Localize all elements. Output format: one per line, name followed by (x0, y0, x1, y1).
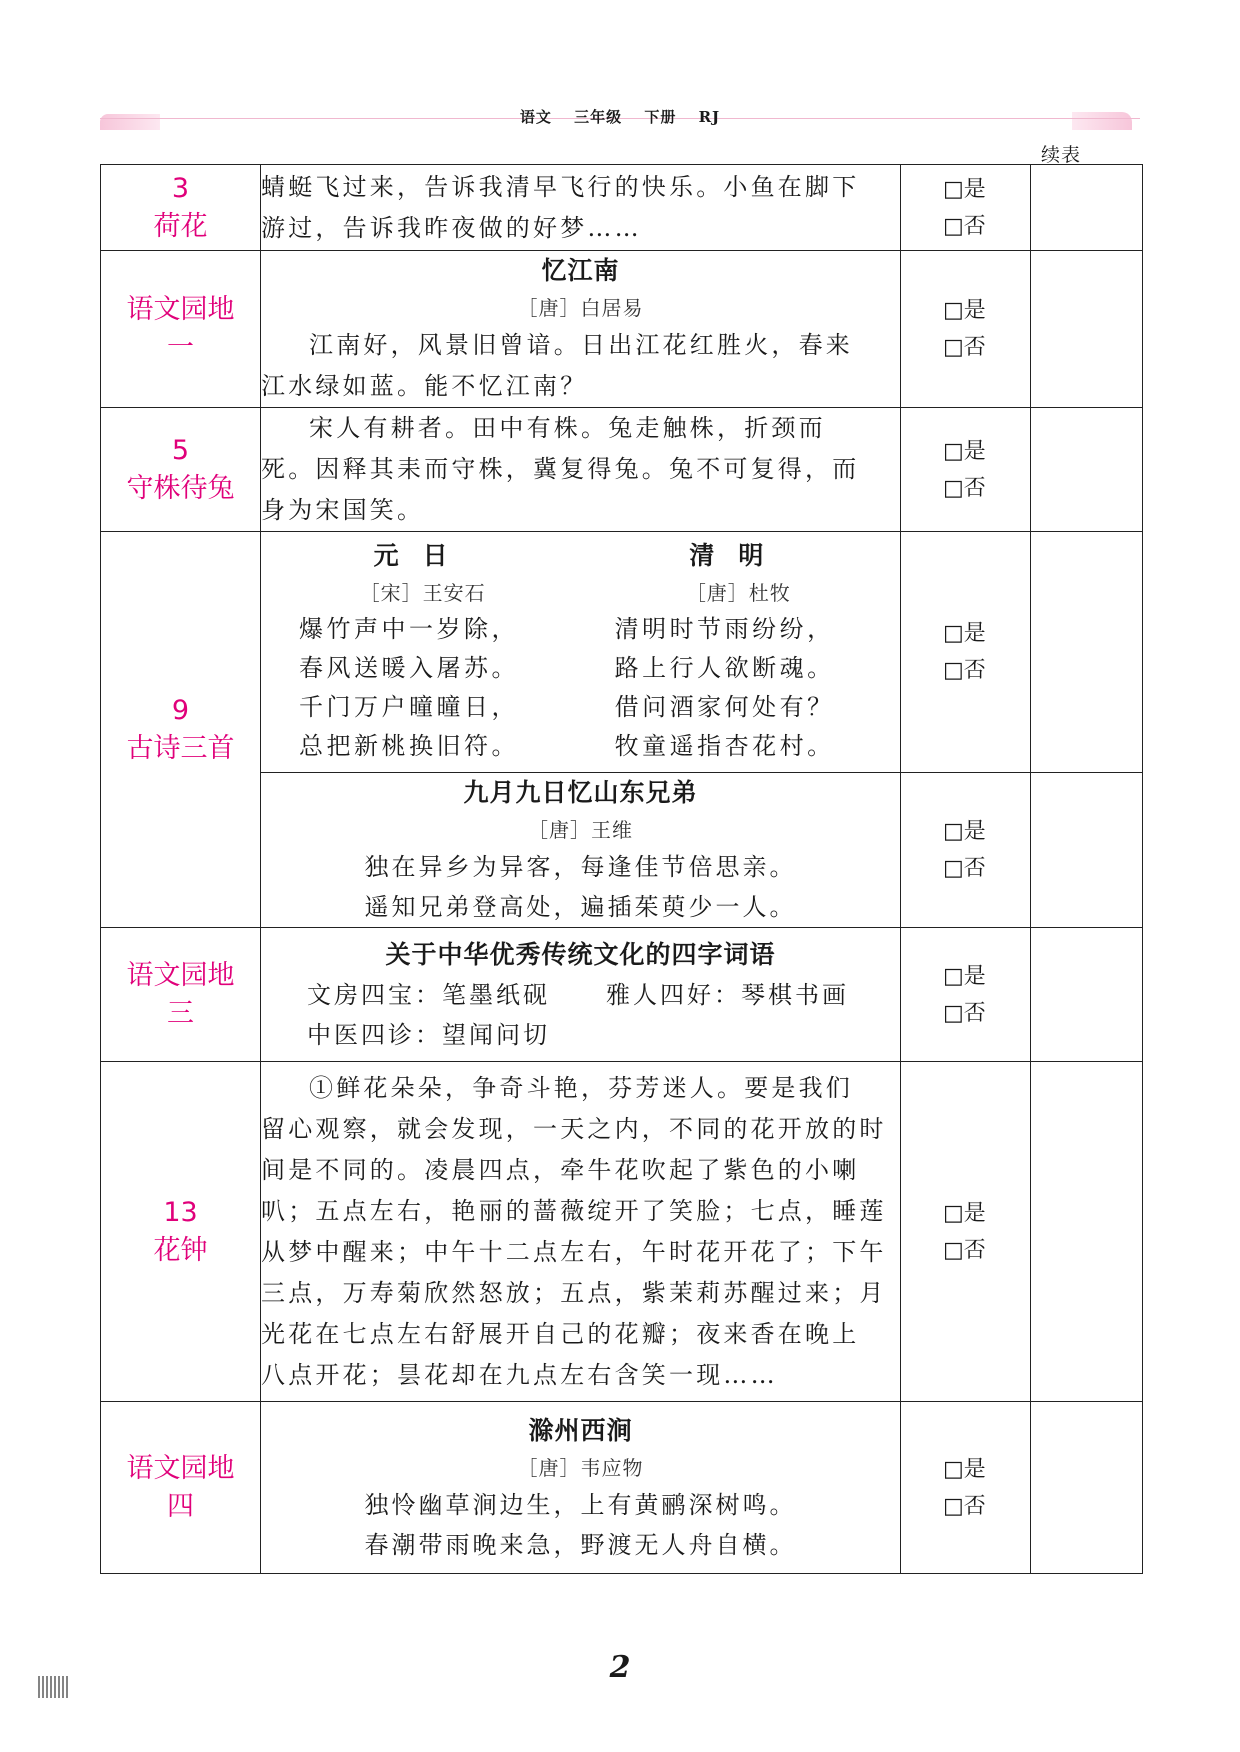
yes-checkbox[interactable]: □是 (943, 1456, 986, 1482)
lesson-title: 荷花 (153, 210, 208, 242)
yes-checkbox[interactable]: □是 (943, 621, 986, 646)
poem-line: 清明时节雨纷纷， (614, 615, 835, 643)
table-row (101, 251, 1143, 408)
no-checkbox[interactable]: □否 (943, 1237, 986, 1263)
passage-line: 蜻蜓飞过来，告诉我清早飞行的快乐。小鱼在脚下 (261, 172, 860, 201)
lesson-title: 守株待兔 (126, 472, 235, 504)
poem-title: 滁州西涧 (528, 1415, 633, 1445)
lesson-number: 5 (171, 434, 190, 466)
header-grade: 三年级 (574, 108, 623, 126)
recite-status-cell (901, 165, 1031, 251)
no-checkbox[interactable]: □否 (943, 1000, 986, 1026)
lesson-title: 古诗三首 (126, 732, 235, 764)
remark-cell[interactable] (1031, 773, 1143, 928)
passage-cell (261, 532, 901, 773)
poem-author: ［唐］王维 (528, 818, 633, 842)
lesson-cell (101, 532, 261, 928)
poem-line: 春潮带雨晚来急，野渡无人舟自横。 (364, 1530, 797, 1559)
passage-line: 江水绿如蓝。能不忆江南？ (261, 372, 588, 400)
poem-title: 元日 (373, 541, 472, 570)
recite-status-cell (901, 251, 1031, 408)
passage-line: 三点，万寿菊欣然怒放；五点，紫茉莉苏醒过来；月 (261, 1278, 887, 1307)
passage-line: 留心观察，就会发现，一天之内，不同的花开放的时 (261, 1114, 887, 1143)
lesson-cell (101, 165, 261, 251)
yes-checkbox[interactable]: □是 (943, 298, 986, 323)
table-row (101, 1062, 1143, 1402)
recite-status-cell (901, 773, 1031, 928)
poem-author: ［唐］杜牧 (685, 581, 791, 605)
passage-line: 宋人有耕者。田中有株。兔走触株，折颈而 (309, 414, 826, 442)
passage-line: 江南好，风景旧曾谙。日出江花红胜火，春来 (309, 331, 853, 359)
idiom-line (261, 975, 900, 1015)
passage-line: 死。因释其耒而守株，冀复得兔。兔不可复得，而 (261, 455, 860, 483)
poem-line: 春风送暖入屠苏。 (299, 654, 519, 682)
section-title: 关于中华优秀传统文化的四字词语 (385, 939, 776, 969)
table-row (101, 928, 1143, 1062)
lesson-title: 三 (167, 997, 194, 1029)
remark-cell[interactable] (1031, 532, 1143, 773)
poem-pair (267, 534, 894, 770)
lesson-cell (101, 928, 261, 1062)
passage-cell (261, 773, 901, 928)
table-row (101, 532, 1143, 773)
yes-checkbox[interactable]: □是 (943, 1200, 986, 1226)
table-row (101, 408, 1143, 532)
poem-title: 九月九日忆山东兄弟 (463, 778, 698, 807)
poem-title: 忆江南 (541, 256, 620, 285)
poem-title: 清明 (689, 541, 788, 570)
lesson-title: 一 (167, 332, 194, 363)
poem-line: 独在异乡为异客，每逢佳节倍思亲。 (364, 853, 797, 881)
poem-line: 爆竹声中一岁除， (299, 615, 519, 643)
no-checkbox[interactable]: □否 (943, 1493, 986, 1519)
lesson-number: 语文园地 (126, 294, 235, 325)
no-checkbox[interactable]: □否 (943, 213, 986, 239)
remark-cell[interactable] (1031, 251, 1143, 408)
passage-line: ①鲜花朵朵，争奇斗艳，芬芳迷人。要是我们 (309, 1073, 853, 1102)
table-row (101, 165, 1143, 251)
passage-cell (261, 1402, 901, 1574)
idiom-item: 中医四诊：望闻问切 (307, 1020, 550, 1049)
poem-author: ［唐］韦应物 (517, 1455, 644, 1480)
barcode-mark (38, 1676, 68, 1698)
recite-status-cell (901, 1402, 1031, 1574)
recite-status-cell (901, 532, 1031, 773)
poem-line: 千门万户曈曈日， (299, 693, 519, 721)
running-header (0, 106, 1240, 127)
poem-line: 遥知兄弟登高处，遍插茱萸少一人。 (364, 893, 797, 921)
poem-line: 牧童遥指杏花村。 (614, 732, 835, 760)
idiom-item: 雅人四好：琴棋书画 (606, 980, 849, 1009)
remark-cell[interactable] (1031, 1062, 1143, 1402)
passage-cell (261, 251, 901, 408)
no-checkbox[interactable]: □否 (943, 475, 986, 501)
remark-cell[interactable] (1031, 408, 1143, 532)
passage-line: 身为宋国笑。 (261, 496, 425, 524)
no-checkbox[interactable]: □否 (943, 856, 986, 881)
lesson-number: 9 (171, 694, 190, 726)
yes-checkbox[interactable]: □是 (943, 819, 986, 844)
no-checkbox[interactable]: □否 (943, 335, 986, 360)
passage-line: 光花在七点左右舒展开自己的花瓣；夜来香在晚上 (261, 1319, 860, 1348)
passage-line: 八点开花；昙花却在九点左右含笑一现…… (261, 1360, 778, 1389)
page-number: 2 (609, 1650, 631, 1685)
table-row (101, 1402, 1143, 1574)
poem-line: 借问酒家何处有？ (614, 693, 835, 721)
lesson-number: 13 (163, 1196, 198, 1228)
poem-author: ［唐］白居易 (517, 296, 644, 320)
remark-cell[interactable] (1031, 165, 1143, 251)
passage-cell (261, 165, 901, 251)
passage-line: 游过，告诉我昨夜做的好梦…… (261, 213, 642, 242)
passage-cell (261, 408, 901, 532)
passage-line: 叭；五点左右，艳丽的蔷薇绽开了笑脸；七点，睡莲 (261, 1196, 887, 1225)
poem-yuanri (277, 536, 568, 766)
poem-line: 路上行人欲断魂。 (614, 654, 835, 682)
recite-status-cell (901, 928, 1031, 1062)
lesson-number: 3 (171, 172, 190, 204)
yes-checkbox[interactable]: □是 (943, 963, 986, 989)
remark-cell[interactable] (1031, 1402, 1143, 1574)
lesson-number: 语文园地 (126, 1452, 235, 1484)
header-volume: 下册 (644, 108, 677, 126)
poem-line: 独怜幽草涧边生，上有黄鹂深树鸣。 (364, 1490, 797, 1519)
lesson-cell (101, 1402, 261, 1574)
header-edition: RJ (698, 108, 721, 126)
yes-checkbox[interactable]: □是 (943, 438, 986, 464)
recite-status-cell (901, 1062, 1031, 1402)
remark-cell[interactable] (1031, 928, 1143, 1062)
recitation-table (100, 164, 1143, 1574)
lesson-cell (101, 408, 261, 532)
continued-label: 续表 (1041, 144, 1082, 166)
passage-cell (261, 1062, 901, 1402)
passage-line: 间是不同的。凌晨四点，牵牛花吹起了紫色的小喇 (261, 1155, 860, 1184)
yes-checkbox[interactable]: □是 (943, 176, 986, 202)
lesson-title: 四 (167, 1490, 194, 1522)
poem-qingming (593, 536, 884, 766)
passage-line: 从梦中醒来；中午十二点左右，午时花开花了；下午 (261, 1237, 887, 1266)
lesson-cell (101, 251, 261, 408)
recite-status-cell (901, 408, 1031, 532)
header-subject: 语文 (519, 108, 552, 126)
lesson-cell (101, 1062, 261, 1402)
poem-line: 总把新桃换旧符。 (299, 732, 519, 760)
poem-author: ［宋］王安石 (359, 581, 486, 605)
passage-cell (261, 928, 901, 1062)
lesson-title: 花钟 (153, 1234, 208, 1266)
no-checkbox[interactable]: □否 (943, 658, 986, 683)
idiom-item: 文房四宝：笔墨纸砚 (307, 980, 550, 1009)
lesson-number: 语文园地 (126, 959, 235, 991)
idiom-line (261, 1015, 900, 1055)
